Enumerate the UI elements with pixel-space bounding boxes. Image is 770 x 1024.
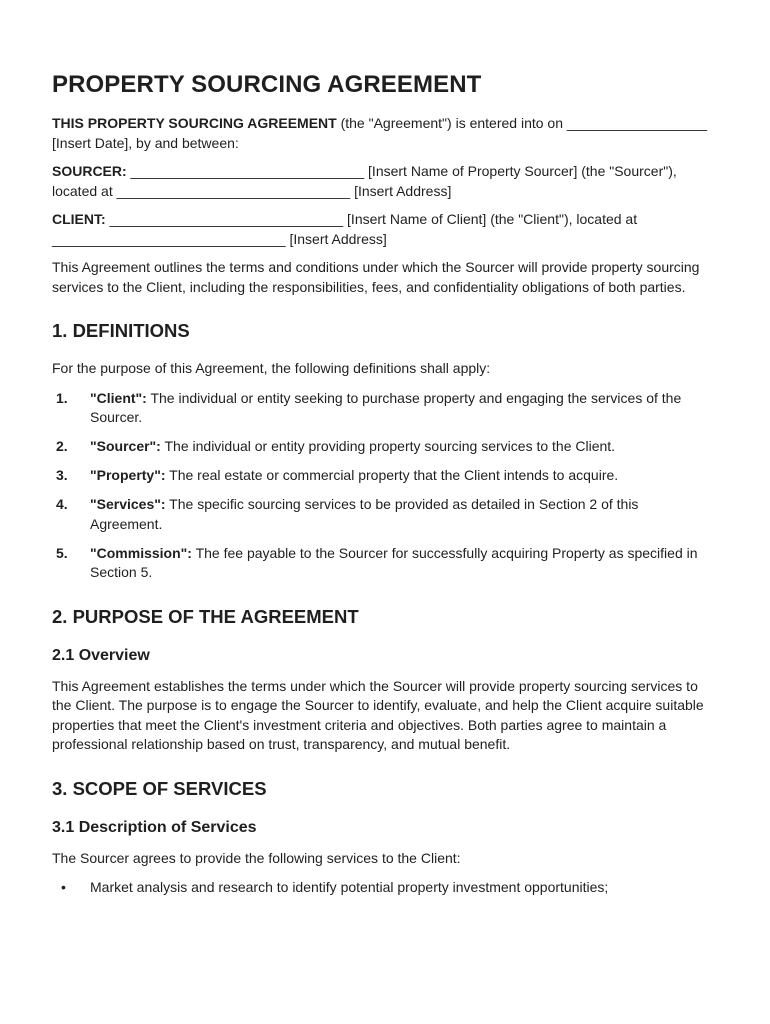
service-text: Market analysis and research to identify potential property investment opportunities; (90, 879, 609, 895)
section-lead: The Sourcer agrees to provide the following services to the Client: (52, 849, 461, 866)
list-item (52, 495, 710, 534)
list-number: 3. (56, 467, 68, 483)
list-number: 4. (56, 496, 68, 512)
document-title: PROPERTY SOURCING AGREEMENT (52, 71, 482, 98)
definition-text: The individual or entity providing property sourcing services to the Client. (160, 438, 616, 454)
definition-term: "Property": (90, 467, 166, 483)
definition-text: The real estate or commercial property that the Client intends to acquire. (165, 467, 619, 483)
list-number: 5. (56, 544, 68, 561)
client-text: ______________________________ [Insert Name of Client] (the "Client"), located at ______________________________ [Insert Address] (52, 211, 638, 247)
list-number: 1. (56, 389, 68, 406)
bullet-icon: • (61, 879, 66, 895)
list-item (52, 389, 710, 428)
definition-term: "Client": (90, 389, 147, 406)
list-number: 2. (56, 438, 68, 454)
section-lead: For the purpose of this Agreement, the following definitions shall apply: (52, 360, 491, 376)
list-item (52, 466, 710, 486)
section-purpose (52, 605, 710, 755)
definition-term: "Commission": (90, 544, 192, 561)
definition-term: "Services": (90, 496, 166, 512)
preamble-paragraph (52, 114, 710, 153)
section-definitions (52, 319, 710, 583)
definition-text: The individual or entity seeking to purchase property and engaging the services of the Sourcer. (90, 389, 682, 425)
client-label: CLIENT: (52, 211, 106, 227)
services-list (52, 878, 710, 898)
list-item (52, 437, 710, 457)
intro-paragraph: This Agreement outlines the terms and conditions under which the Sourcer will provide property sourcing services to the Client, including the responsibilities, fees, and confidentiality obligations of both parties. (52, 259, 700, 295)
preamble-bold: THIS PROPERTY SOURCING AGREEMENT (52, 115, 337, 131)
definitions-list (52, 389, 710, 583)
client-paragraph (52, 210, 710, 249)
section-scope (52, 777, 710, 898)
sourcer-paragraph (52, 162, 710, 201)
definition-term: "Sourcer": (90, 438, 161, 454)
preamble-text: (the "Agreement") is entered into on __________________ [Insert Date], by and between: (52, 115, 708, 151)
section-heading: 3. SCOPE OF SERVICES (52, 777, 267, 799)
sourcer-label: SOURCER: (52, 163, 127, 179)
list-item (52, 544, 710, 583)
subsection-heading: 3.1 Description of Services (52, 818, 257, 836)
section-heading: 1. DEFINITIONS (52, 320, 190, 341)
definition-text: The specific sourcing services to be provided as detailed in Section 2 of this Agreement. (90, 496, 639, 532)
sourcer-text: ______________________________ [Insert Name of Property Sourcer] (the "Sourcer"), located at ______________________________ [Insert Address] (52, 163, 677, 199)
subsection-heading: 2.1 Overview (52, 646, 150, 664)
section-body: This Agreement establishes the terms under which the Sourcer will provide property sourcing services to the Client. The purpose is to engage the Sourcer to identify, evaluate, and help the Client acquire suitable properties that meet the Client's investment criteria and objectives. Both parties agree to maintain a professional relationship based on trust, transparency, and mutual benefit. (52, 677, 704, 752)
list-item (52, 878, 710, 898)
definition-text: The fee payable to the Sourcer for successfully acquiring Property as specified in Section 5. (90, 544, 698, 580)
section-heading: 2. PURPOSE OF THE AGREEMENT (52, 605, 359, 627)
